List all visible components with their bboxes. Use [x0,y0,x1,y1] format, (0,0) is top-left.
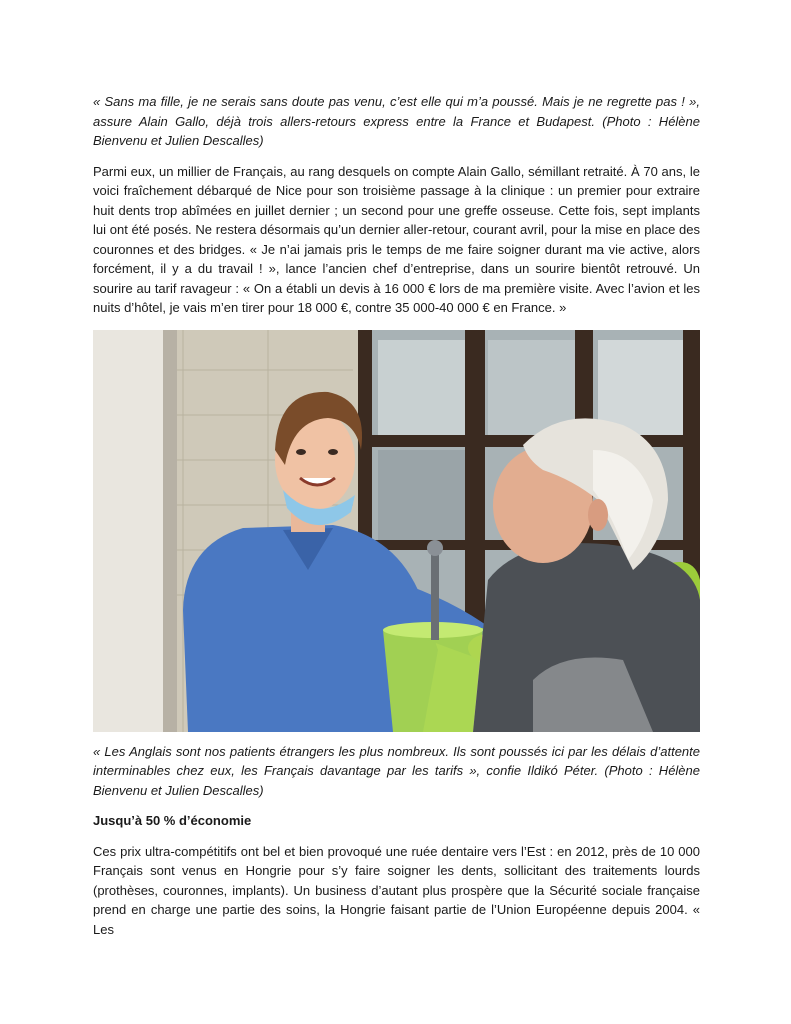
section-heading: Jusqu’à 50 % d’économie [93,813,252,828]
paragraph-1: Parmi eux, un millier de Français, au rang desquels on compte Alain Gallo, sémillant retraité. À 70 ans, le voici fraîchement débarqué de Nice pour son troisième passage à la clinique : un premier pour extraire huit dents trop abîmées en juillet dernier ; un second pour une greffe osseuse. Cette fois, sept implants lui ont été posés. Ne restera désormais qu’un dernier aller-retour, courant avril, pour la mise en place des couronnes et des bridges. « Je n’ai jamais pris le temps de me faire soigner durant ma vie active, alors forcément, il y a du travail ! », lance l’ancien chef d’entreprise, dans un sourire bientôt retrouvé. Un sourire au tarif ravageur : « On a établi un devis à 16 000 € lors de ma première visite. Avec l’avion et les nuits d’hôtel, je vais m’en tirer pour 18 000 €, contre 35 000-40 000 € en France. » [93,163,700,315]
paragraph-2: Ces prix ultra-compétitifs ont bel et bien provoqué une ruée dentaire vers l’Est : en 2012, près de 10 000 Français sont venus en Hongrie pour s’y faire soigner les dents, sollicitant des traitements lourds (prothèses, couronnes, implants). Un business d’autant plus prospère que la Sécurité sociale française prend en charge une partie des soins, la Hongrie faisant partie de l’Union Européenne depuis 2004. « Les [93,843,700,937]
caption-photo: « Les Anglais sont nos patients étrangers les plus nombreux. Ils sont poussés ici par les délais d’attente interminables chez eux, les Français davantage par les tarifs », confie Ildikó Péter. (Photo : Hélène Bienvenu et Julien Descalles) [93,743,700,798]
document-page [93,92,700,939]
caption-top: « Sans ma fille, je ne serais sans doute pas venu, c’est elle qui m’a poussé. Mais je ne regrette pas ! », assure Alain Gallo, déjà trois allers-retours express entre la France et Budapest. (Photo : Hélène Bienvenu et Julien Descalles) [93,94,700,148]
photo-dentist-patient [93,330,700,732]
